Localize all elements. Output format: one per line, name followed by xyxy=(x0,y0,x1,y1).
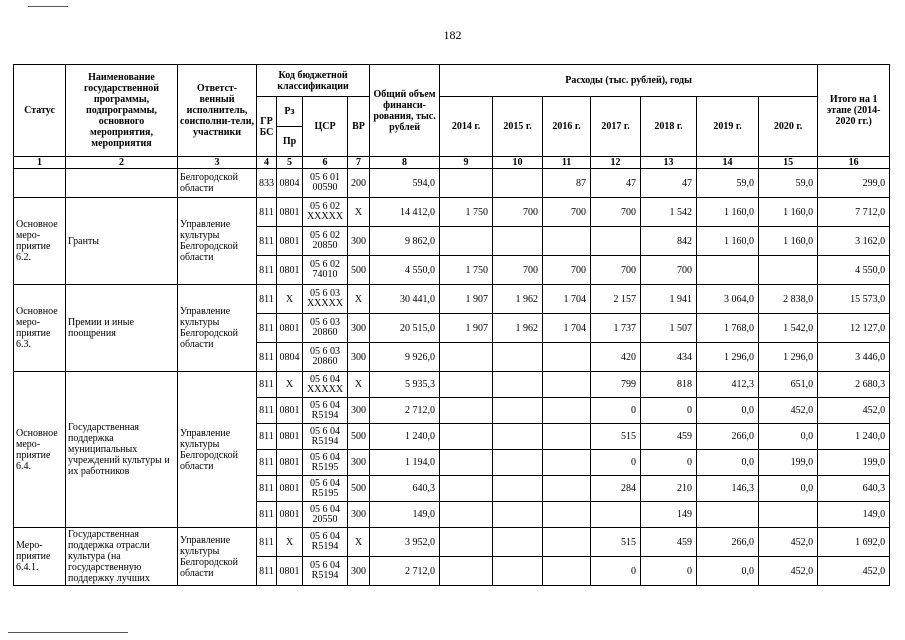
csr-cell: 05 6 02 XXXXX xyxy=(303,198,348,227)
column-number: 2 xyxy=(66,157,178,169)
y2016-cell xyxy=(543,528,591,557)
column-number: 5 xyxy=(277,157,303,169)
y2020-cell: 452,0 xyxy=(759,528,818,557)
vr-cell: 500 xyxy=(348,256,370,285)
header-year: 2015 г. xyxy=(493,97,543,157)
y2020-cell: 59,0 xyxy=(759,169,818,198)
name-cell: Государственная поддержка отрасли культура (на государственную поддержку лучших xyxy=(66,528,178,586)
y2014-cell xyxy=(440,476,493,502)
column-number: 6 xyxy=(303,157,348,169)
y2015-cell xyxy=(493,502,543,528)
header-year: 2016 г. xyxy=(543,97,591,157)
vr-cell: 200 xyxy=(348,169,370,198)
vr-cell: X xyxy=(348,198,370,227)
grbs-cell: 811 xyxy=(257,424,277,450)
y2016-cell xyxy=(543,476,591,502)
y2020-cell xyxy=(759,256,818,285)
header-name: Наименование государственной программы, подпрограммы, основного мероприятия, мероприятия xyxy=(66,65,178,157)
y2016-cell: 1 704 xyxy=(543,285,591,314)
y2015-cell xyxy=(493,227,543,256)
y2017-cell: 515 xyxy=(591,424,641,450)
column-number: 14 xyxy=(697,157,759,169)
y2017-cell: 0 xyxy=(591,557,641,586)
table-row xyxy=(14,169,890,198)
header-year: 2019 г. xyxy=(697,97,759,157)
stage-sum-cell: 452,0 xyxy=(818,557,890,586)
header-total: Общий объем финанси-рования, тыс. рублей xyxy=(370,65,440,157)
y2015-cell xyxy=(493,372,543,398)
stage-sum-cell: 452,0 xyxy=(818,398,890,424)
y2018-cell: 1 507 xyxy=(641,314,697,343)
y2019-cell: 0,0 xyxy=(697,557,759,586)
y2015-cell xyxy=(493,343,543,372)
total-cell: 2 712,0 xyxy=(370,398,440,424)
page-number: 182 xyxy=(443,28,462,42)
y2020-cell: 651,0 xyxy=(759,372,818,398)
stage-sum-cell: 299,0 xyxy=(818,169,890,198)
header-vr: ВР xyxy=(348,97,370,157)
y2019-cell: 266,0 xyxy=(697,424,759,450)
column-number: 4 xyxy=(257,157,277,169)
header-year: 2017 г. xyxy=(591,97,641,157)
y2018-cell: 842 xyxy=(641,227,697,256)
y2018-cell: 149 xyxy=(641,502,697,528)
executor-cell: Управление культуры Белгородской области xyxy=(178,372,257,528)
column-number: 11 xyxy=(543,157,591,169)
grbs-cell: 811 xyxy=(257,343,277,372)
top-left-rule xyxy=(28,6,68,7)
total-cell: 9 926,0 xyxy=(370,343,440,372)
y2019-cell: 0,0 xyxy=(697,450,759,476)
column-number: 10 xyxy=(493,157,543,169)
y2020-cell: 1 542,0 xyxy=(759,314,818,343)
table-row xyxy=(14,372,890,398)
stage-sum-cell: 2 680,3 xyxy=(818,372,890,398)
header-executor: Ответст-венный исполнитель, соисполни-тели, участники xyxy=(178,65,257,157)
y2014-cell xyxy=(440,227,493,256)
header-rz: Рз xyxy=(277,97,303,127)
column-number: 8 xyxy=(370,157,440,169)
y2015-cell: 1 962 xyxy=(493,285,543,314)
grbs-cell: 811 xyxy=(257,528,277,557)
csr-cell: 05 6 02 20850 xyxy=(303,227,348,256)
y2020-cell: 0,0 xyxy=(759,424,818,450)
y2015-cell: 1 962 xyxy=(493,314,543,343)
y2015-cell xyxy=(493,398,543,424)
status-cell: Меро-приятие 6.4.1. xyxy=(14,528,66,586)
y2016-cell: 1 704 xyxy=(543,314,591,343)
y2018-cell: 1 941 xyxy=(641,285,697,314)
y2019-cell xyxy=(697,502,759,528)
y2015-cell xyxy=(493,557,543,586)
y2017-cell: 284 xyxy=(591,476,641,502)
y2014-cell: 1 750 xyxy=(440,256,493,285)
stage-sum-cell: 7 712,0 xyxy=(818,198,890,227)
column-number: 3 xyxy=(178,157,257,169)
column-number-row xyxy=(14,157,890,169)
y2020-cell: 1 160,0 xyxy=(759,198,818,227)
stage-sum-cell: 199,0 xyxy=(818,450,890,476)
name-cell: Государственная поддержка муниципальных учреждений культуры и их работников xyxy=(66,372,178,528)
y2019-cell: 1 768,0 xyxy=(697,314,759,343)
executor-cell: Управление культуры Белгородской области xyxy=(178,285,257,372)
y2014-cell xyxy=(440,169,493,198)
header-grbs: ГР БС xyxy=(257,97,277,157)
total-cell: 14 412,0 xyxy=(370,198,440,227)
rzpr-cell: 0801 xyxy=(277,198,303,227)
y2019-cell: 3 064,0 xyxy=(697,285,759,314)
table-row xyxy=(14,198,890,227)
stage-sum-cell: 3 446,0 xyxy=(818,343,890,372)
y2014-cell xyxy=(440,502,493,528)
total-cell: 149,0 xyxy=(370,502,440,528)
y2019-cell: 59,0 xyxy=(697,169,759,198)
rzpr-cell: 0801 xyxy=(277,502,303,528)
y2017-cell: 0 xyxy=(591,450,641,476)
header-expenses: Расходы (тыс. рублей), годы xyxy=(440,65,818,97)
rzpr-cell: X xyxy=(277,528,303,557)
rzpr-cell: 0801 xyxy=(277,557,303,586)
status-cell: Основное меро-приятие 6.2. xyxy=(14,198,66,285)
y2016-cell xyxy=(543,372,591,398)
y2015-cell xyxy=(493,528,543,557)
rzpr-cell: 0804 xyxy=(277,169,303,198)
rzpr-cell: 0801 xyxy=(277,227,303,256)
grbs-cell: 811 xyxy=(257,502,277,528)
csr-cell: 05 6 03 20860 xyxy=(303,314,348,343)
status-cell: Основное меро-приятие 6.3. xyxy=(14,285,66,372)
total-cell: 30 441,0 xyxy=(370,285,440,314)
grbs-cell: 811 xyxy=(257,557,277,586)
y2018-cell: 1 542 xyxy=(641,198,697,227)
grbs-cell: 811 xyxy=(257,256,277,285)
y2019-cell: 266,0 xyxy=(697,528,759,557)
y2014-cell xyxy=(440,398,493,424)
y2018-cell: 47 xyxy=(641,169,697,198)
csr-cell: 05 6 01 00590 xyxy=(303,169,348,198)
total-cell: 4 550,0 xyxy=(370,256,440,285)
header-year: 2018 г. xyxy=(641,97,697,157)
csr-cell: 05 6 04 R5195 xyxy=(303,476,348,502)
rzpr-cell: 0804 xyxy=(277,343,303,372)
y2019-cell: 1 160,0 xyxy=(697,227,759,256)
rzpr-cell: X xyxy=(277,285,303,314)
y2015-cell: 700 xyxy=(493,256,543,285)
y2015-cell: 700 xyxy=(493,198,543,227)
y2016-cell xyxy=(543,502,591,528)
executor-cell: Белгородской области xyxy=(178,169,257,198)
csr-cell: 05 6 04 R5194 xyxy=(303,398,348,424)
grbs-cell: 811 xyxy=(257,372,277,398)
column-number: 13 xyxy=(641,157,697,169)
y2019-cell: 0,0 xyxy=(697,398,759,424)
y2017-cell: 799 xyxy=(591,372,641,398)
vr-cell: X xyxy=(348,285,370,314)
y2016-cell: 700 xyxy=(543,198,591,227)
grbs-cell: 811 xyxy=(257,285,277,314)
y2015-cell xyxy=(493,424,543,450)
header-budget-code: Код бюджетной классификации xyxy=(257,65,370,97)
y2014-cell: 1 907 xyxy=(440,285,493,314)
name-cell xyxy=(66,169,178,198)
table-row xyxy=(14,285,890,314)
stage-sum-cell: 1 692,0 xyxy=(818,528,890,557)
y2017-cell: 420 xyxy=(591,343,641,372)
csr-cell: 05 6 04 R5194 xyxy=(303,424,348,450)
stage-sum-cell: 3 162,0 xyxy=(818,227,890,256)
budget-table xyxy=(13,64,890,586)
header-stage-total: Итого на 1 этапе (2014-2020 гг.) xyxy=(818,65,890,157)
y2014-cell xyxy=(440,424,493,450)
grbs-cell: 833 xyxy=(257,169,277,198)
stage-sum-cell: 12 127,0 xyxy=(818,314,890,343)
stage-sum-cell: 15 573,0 xyxy=(818,285,890,314)
y2014-cell xyxy=(440,343,493,372)
y2014-cell: 1 907 xyxy=(440,314,493,343)
bottom-left-rule xyxy=(8,632,128,633)
vr-cell: 500 xyxy=(348,424,370,450)
column-number: 16 xyxy=(818,157,890,169)
y2017-cell: 47 xyxy=(591,169,641,198)
csr-cell: 05 6 04 R5195 xyxy=(303,450,348,476)
y2017-cell: 515 xyxy=(591,528,641,557)
rzpr-cell: 0801 xyxy=(277,256,303,285)
y2020-cell: 1 160,0 xyxy=(759,227,818,256)
total-cell: 5 935,3 xyxy=(370,372,440,398)
total-cell: 2 712,0 xyxy=(370,557,440,586)
y2020-cell: 2 838,0 xyxy=(759,285,818,314)
total-cell: 9 862,0 xyxy=(370,227,440,256)
total-cell: 1 194,0 xyxy=(370,450,440,476)
column-number: 1 xyxy=(14,157,66,169)
header-pr: Пр xyxy=(277,127,303,157)
y2014-cell xyxy=(440,450,493,476)
y2016-cell: 87 xyxy=(543,169,591,198)
y2016-cell xyxy=(543,343,591,372)
stage-sum-cell: 149,0 xyxy=(818,502,890,528)
status-cell: Основное меро-приятие 6.4. xyxy=(14,372,66,528)
y2015-cell xyxy=(493,450,543,476)
vr-cell: 300 xyxy=(348,314,370,343)
y2020-cell: 199,0 xyxy=(759,450,818,476)
y2017-cell xyxy=(591,227,641,256)
y2019-cell: 1 160,0 xyxy=(697,198,759,227)
name-cell: Гранты xyxy=(66,198,178,285)
column-number: 9 xyxy=(440,157,493,169)
rzpr-cell: 0801 xyxy=(277,314,303,343)
vr-cell: 300 xyxy=(348,502,370,528)
csr-cell: 05 6 04 R5194 xyxy=(303,557,348,586)
y2018-cell: 700 xyxy=(641,256,697,285)
rzpr-cell: 0801 xyxy=(277,450,303,476)
total-cell: 594,0 xyxy=(370,169,440,198)
y2019-cell: 1 296,0 xyxy=(697,343,759,372)
table-row xyxy=(14,528,890,557)
grbs-cell: 811 xyxy=(257,227,277,256)
status-cell xyxy=(14,169,66,198)
y2015-cell xyxy=(493,476,543,502)
y2017-cell xyxy=(591,502,641,528)
vr-cell: X xyxy=(348,528,370,557)
y2017-cell: 0 xyxy=(591,398,641,424)
csr-cell: 05 6 04 20550 xyxy=(303,502,348,528)
y2018-cell: 434 xyxy=(641,343,697,372)
y2016-cell xyxy=(543,398,591,424)
y2020-cell xyxy=(759,502,818,528)
stage-sum-cell: 4 550,0 xyxy=(818,256,890,285)
y2020-cell: 0,0 xyxy=(759,476,818,502)
y2014-cell xyxy=(440,372,493,398)
total-cell: 20 515,0 xyxy=(370,314,440,343)
total-cell: 3 952,0 xyxy=(370,528,440,557)
rzpr-cell: 0801 xyxy=(277,398,303,424)
grbs-cell: 811 xyxy=(257,314,277,343)
csr-cell: 05 6 03 20860 xyxy=(303,343,348,372)
executor-cell: Управление культуры Белгородской области xyxy=(178,528,257,586)
y2016-cell xyxy=(543,557,591,586)
y2016-cell: 700 xyxy=(543,256,591,285)
csr-cell: 05 6 02 74010 xyxy=(303,256,348,285)
y2017-cell: 2 157 xyxy=(591,285,641,314)
header-status: Статус xyxy=(14,65,66,157)
y2018-cell: 210 xyxy=(641,476,697,502)
table-header xyxy=(14,65,890,157)
stage-sum-cell: 640,3 xyxy=(818,476,890,502)
total-cell: 640,3 xyxy=(370,476,440,502)
y2014-cell xyxy=(440,528,493,557)
grbs-cell: 811 xyxy=(257,476,277,502)
vr-cell: 300 xyxy=(348,343,370,372)
name-cell: Премии и иные поощрения xyxy=(66,285,178,372)
y2020-cell: 452,0 xyxy=(759,557,818,586)
y2014-cell: 1 750 xyxy=(440,198,493,227)
y2019-cell: 412,3 xyxy=(697,372,759,398)
y2018-cell: 0 xyxy=(641,450,697,476)
rzpr-cell: 0801 xyxy=(277,476,303,502)
y2015-cell xyxy=(493,169,543,198)
vr-cell: X xyxy=(348,372,370,398)
vr-cell: 300 xyxy=(348,557,370,586)
csr-cell: 05 6 03 XXXXX xyxy=(303,285,348,314)
y2017-cell: 700 xyxy=(591,198,641,227)
vr-cell: 500 xyxy=(348,476,370,502)
grbs-cell: 811 xyxy=(257,398,277,424)
executor-cell: Управление культуры Белгородской области xyxy=(178,198,257,285)
rzpr-cell: X xyxy=(277,372,303,398)
grbs-cell: 811 xyxy=(257,198,277,227)
y2018-cell: 459 xyxy=(641,528,697,557)
y2016-cell xyxy=(543,450,591,476)
y2018-cell: 818 xyxy=(641,372,697,398)
y2018-cell: 0 xyxy=(641,557,697,586)
y2019-cell xyxy=(697,256,759,285)
csr-cell: 05 6 04 R5194 xyxy=(303,528,348,557)
y2018-cell: 0 xyxy=(641,398,697,424)
grbs-cell: 811 xyxy=(257,450,277,476)
y2014-cell xyxy=(440,557,493,586)
y2018-cell: 459 xyxy=(641,424,697,450)
y2017-cell: 700 xyxy=(591,256,641,285)
stage-sum-cell: 1 240,0 xyxy=(818,424,890,450)
column-number: 15 xyxy=(759,157,818,169)
y2020-cell: 1 296,0 xyxy=(759,343,818,372)
table-body xyxy=(14,157,890,586)
total-cell: 1 240,0 xyxy=(370,424,440,450)
y2019-cell: 146,3 xyxy=(697,476,759,502)
vr-cell: 300 xyxy=(348,450,370,476)
vr-cell: 300 xyxy=(348,227,370,256)
y2016-cell xyxy=(543,424,591,450)
y2020-cell: 452,0 xyxy=(759,398,818,424)
column-number: 12 xyxy=(591,157,641,169)
vr-cell: 300 xyxy=(348,398,370,424)
column-number: 7 xyxy=(348,157,370,169)
y2017-cell: 1 737 xyxy=(591,314,641,343)
header-year: 2014 г. xyxy=(440,97,493,157)
header-year: 2020 г. xyxy=(759,97,818,157)
y2016-cell xyxy=(543,227,591,256)
header-csr: ЦСР xyxy=(303,97,348,157)
csr-cell: 05 6 04 XXXXX xyxy=(303,372,348,398)
rzpr-cell: 0801 xyxy=(277,424,303,450)
